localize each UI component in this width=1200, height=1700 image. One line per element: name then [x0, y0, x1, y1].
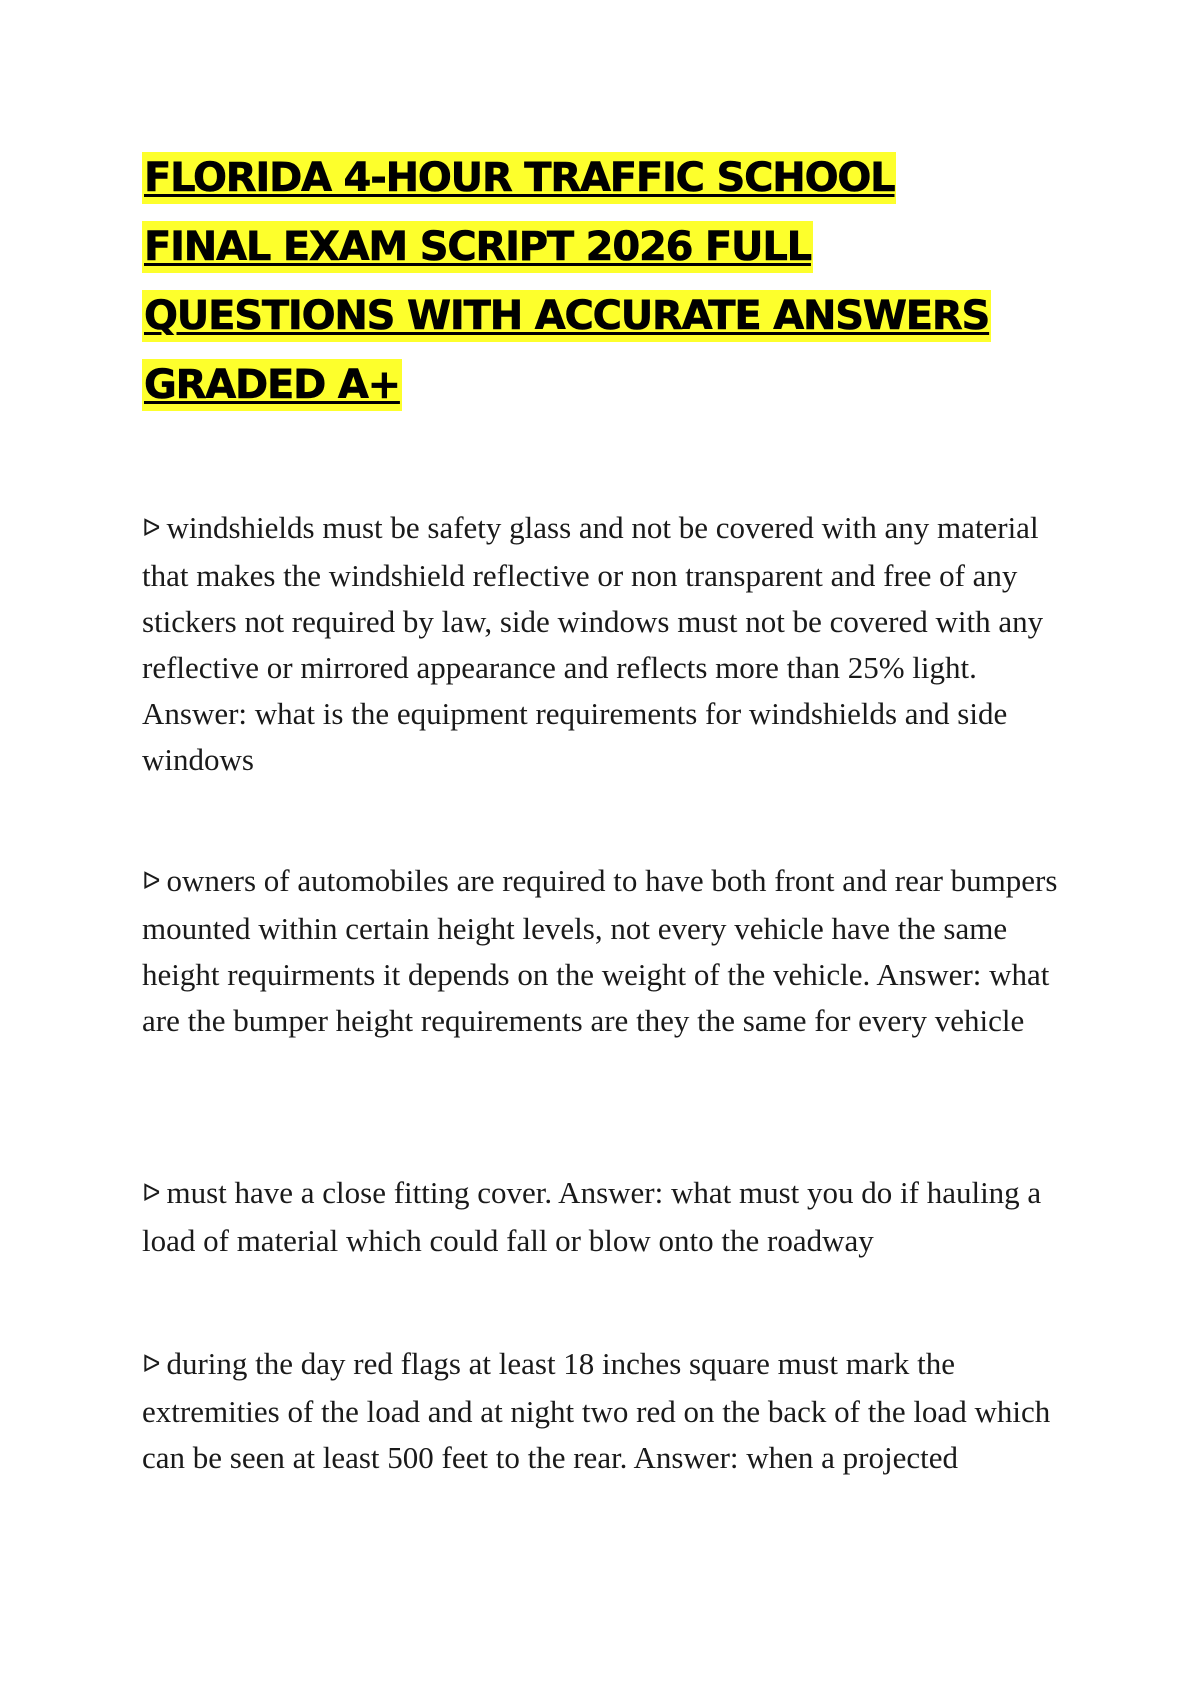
title-line-1: FLORIDA 4-HOUR TRAFFIC SCHOOL [142, 152, 896, 204]
qa-item-text: windshields must be safety glass and not be covered with any material that makes the windshield reflective or non transparent and free of any stickers not required by law, side windows must not be covered with any reflective or mirrored appearance and reflects more than 25% light. Answer: what is the equipment requirements for windshields and side windows [142, 510, 1044, 777]
qa-item-text: owners of automobiles are required to have both front and rear bumpers mounted within certain height levels, not every vehicle have the same height requirments it depends on the weight of the vehicle. Answer: what are the bumper height requirements are they the same for every vehicle [142, 863, 1058, 1038]
qa-item-text: must have a close fitting cover. Answer: what must you do if hauling a load of material which could fall or blow onto the roadway [142, 1175, 1042, 1258]
triangle-bullet-icon: ᐅ [142, 514, 161, 542]
title-line-2: FINAL EXAM SCRIPT 2026 FULL [142, 221, 813, 273]
qa-item-3 [142, 1170, 1062, 1264]
title-line-3: QUESTIONS WITH ACCURATE ANSWERS [142, 290, 991, 342]
qa-item-2 [142, 858, 1062, 1044]
qa-item-4 [142, 1341, 1062, 1481]
triangle-bullet-icon: ᐅ [142, 1350, 161, 1378]
triangle-bullet-icon: ᐅ [142, 867, 161, 895]
qa-item-1 [142, 505, 1062, 783]
document-title [142, 152, 1062, 428]
title-line-4: GRADED A+ [142, 359, 402, 411]
qa-item-text: during the day red flags at least 18 inches square must mark the extremities of the load and at night two red on the back of the load which can be seen at least 500 feet to the rear. Answer: when a projected [142, 1346, 1051, 1475]
triangle-bullet-icon: ᐅ [142, 1179, 161, 1207]
